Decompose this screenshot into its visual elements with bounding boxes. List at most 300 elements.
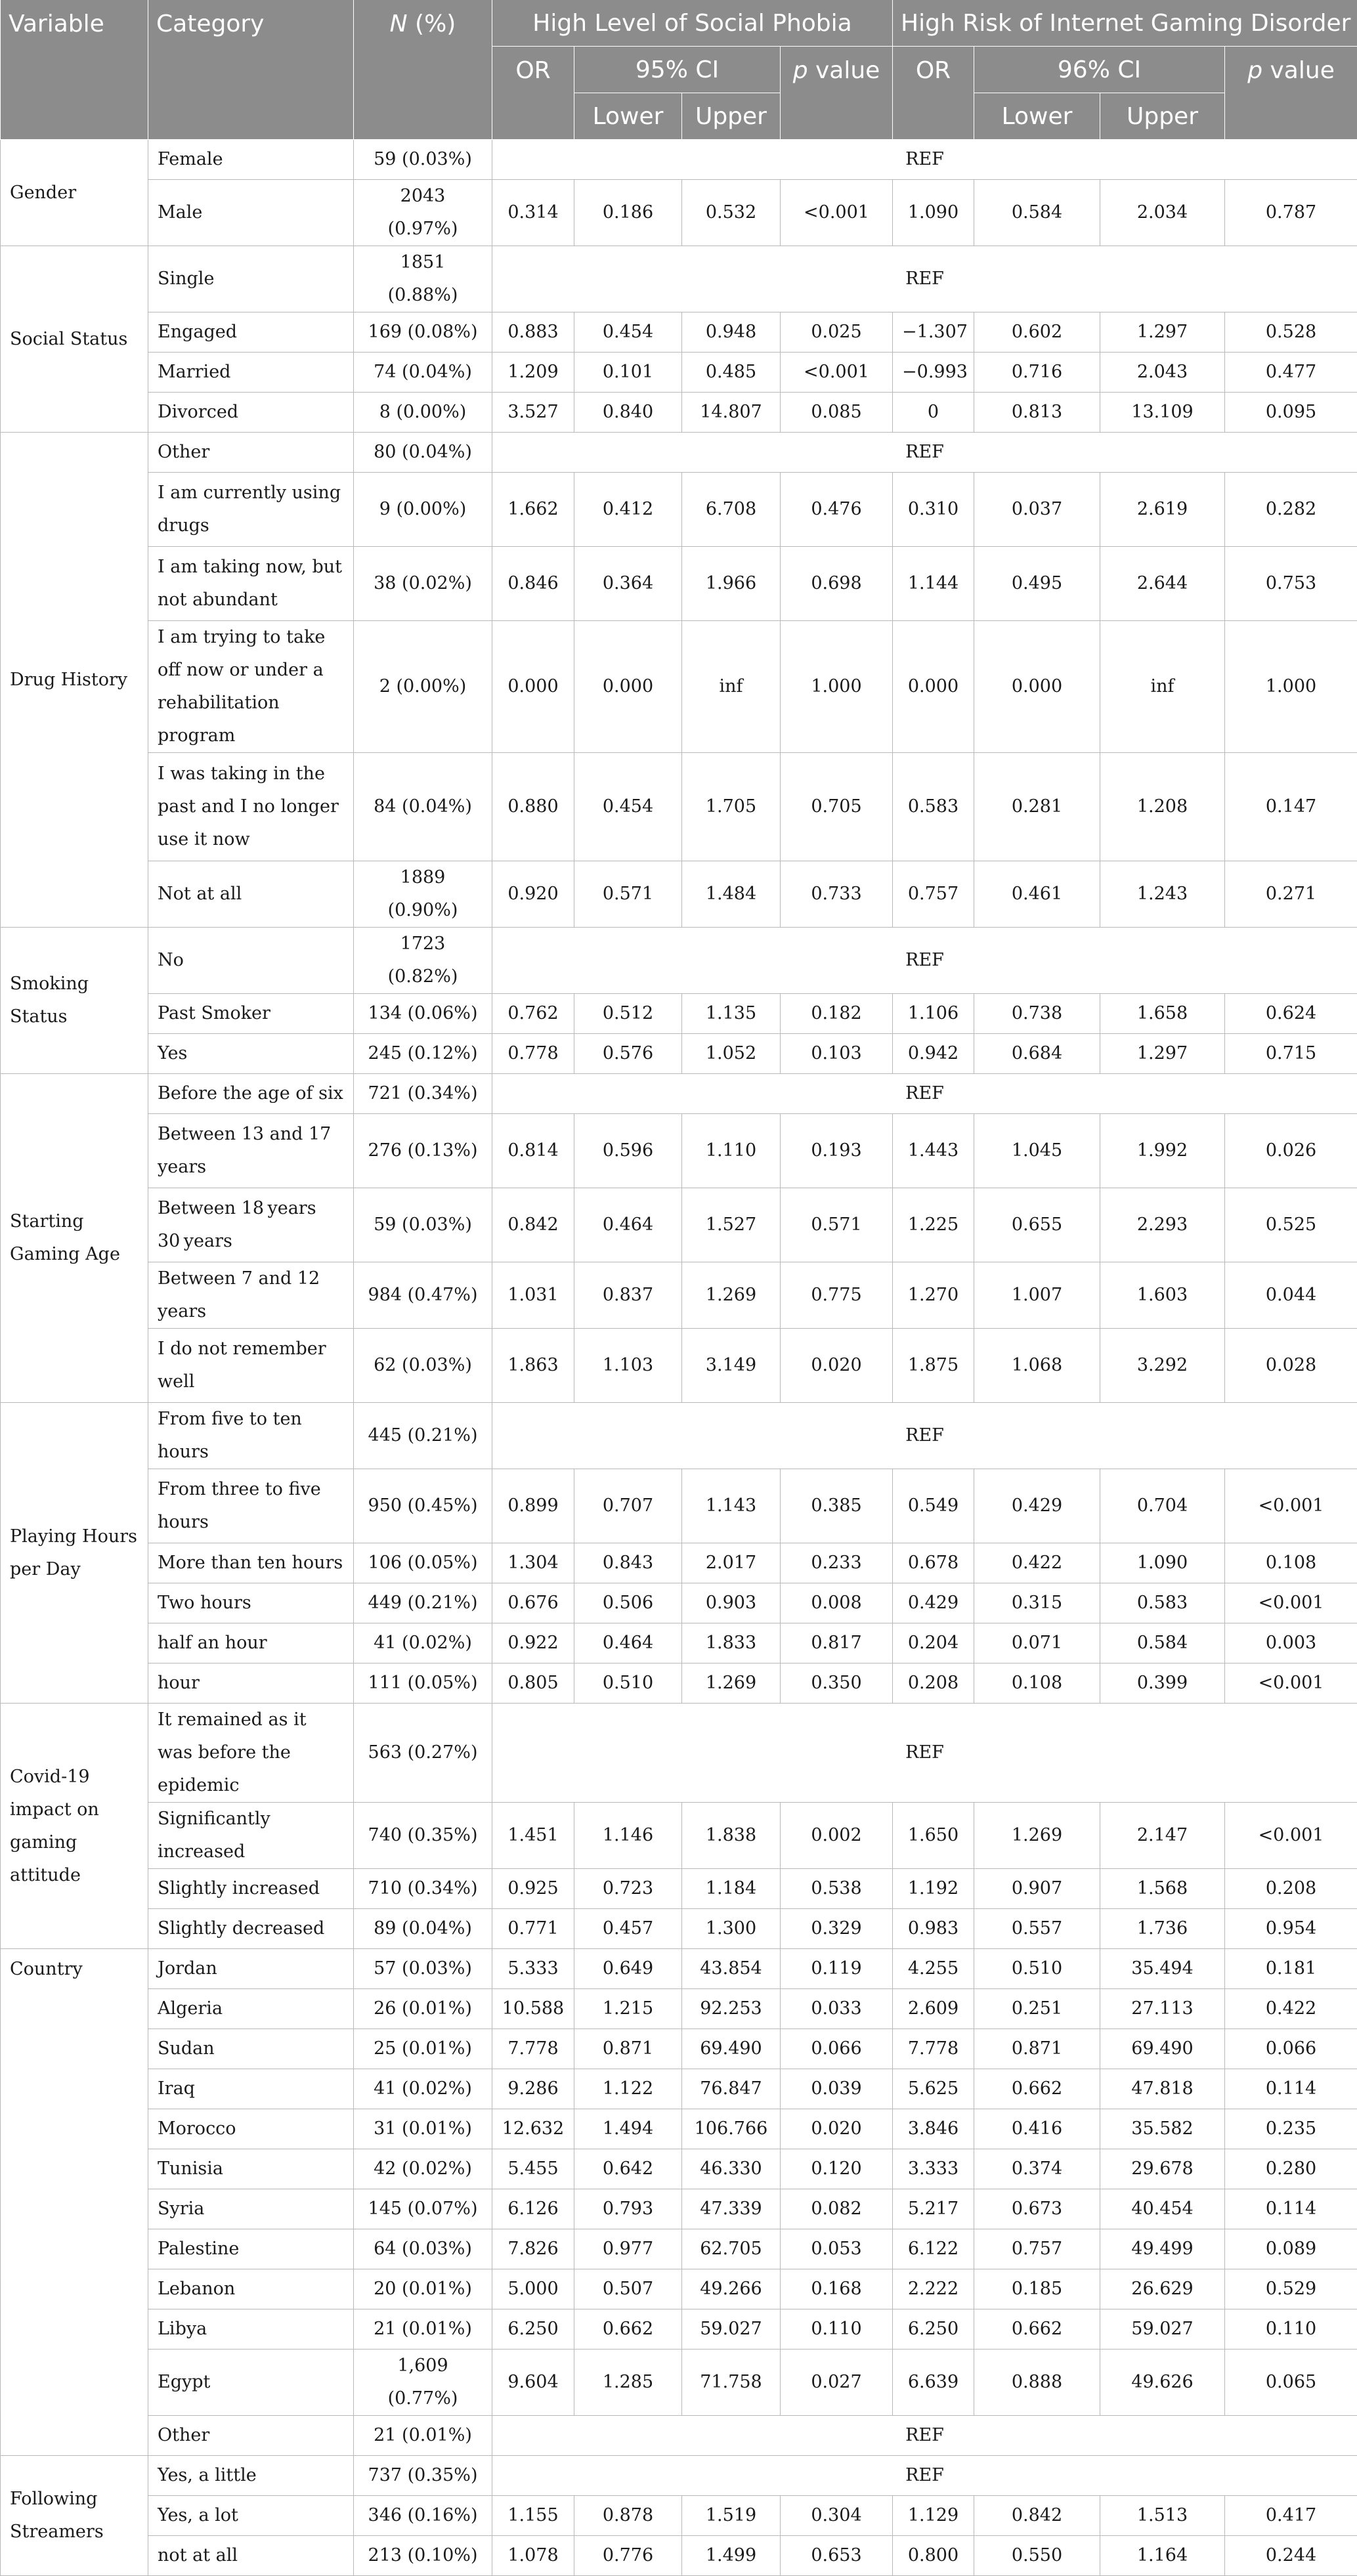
table-header [1, 0, 1357, 140]
category-cell: Divorced [148, 393, 354, 433]
variable-cell: Drug History [1, 433, 148, 928]
or-2-cell: 0.429 [893, 1583, 974, 1623]
upper-1-cell: 76.847 [682, 2069, 781, 2109]
or-2-cell: 1.875 [893, 1329, 974, 1403]
header-p-1 [781, 47, 893, 140]
or-1-cell: 5.455 [492, 2149, 574, 2189]
table-row [1, 2069, 1357, 2109]
n-percent-cell: 38 (0.02%) [354, 547, 492, 621]
header-lower-1: Lower [574, 93, 682, 140]
category-cell: hour [148, 1664, 354, 1704]
p-value-1-cell: 0.020 [781, 1329, 893, 1403]
p-value-2-cell: 1.000 [1225, 621, 1357, 753]
lower-1-cell: 0.662 [574, 2309, 682, 2350]
lower-2-cell: 0.584 [974, 180, 1100, 246]
n-percent-cell: 25 (0.01%) [354, 2029, 492, 2069]
table-row [1, 2269, 1357, 2309]
or-1-cell: 5.000 [492, 2269, 574, 2309]
p-value-1-cell: 0.233 [781, 1543, 893, 1583]
p-value-2-cell: 0.066 [1225, 2029, 1357, 2069]
p-value-1-cell: 0.120 [781, 2149, 893, 2189]
or-1-cell: 1.031 [492, 1262, 574, 1329]
category-cell: Libya [148, 2309, 354, 2350]
upper-1-cell: inf [682, 621, 781, 753]
table-row [1, 2029, 1357, 2069]
or-2-cell: 5.625 [893, 2069, 974, 2109]
category-cell: half an hour [148, 1623, 354, 1664]
lower-2-cell: 0.071 [974, 1623, 1100, 1664]
upper-2-cell: 1.297 [1100, 312, 1225, 353]
or-1-cell: 0.762 [492, 994, 574, 1034]
upper-1-cell: 46.330 [682, 2149, 781, 2189]
table-row [1, 1403, 1357, 1469]
p-value-2-cell: 0.110 [1225, 2309, 1357, 2350]
header-ci-1: 95% CI [574, 47, 781, 93]
lower-2-cell: 0.281 [974, 753, 1100, 861]
n-percent-cell: 41 (0.02%) [354, 1623, 492, 1664]
category-cell: I do not remember well [148, 1329, 354, 1403]
p-value-1-cell: 0.476 [781, 473, 893, 547]
p-value-2-cell: 0.787 [1225, 180, 1357, 246]
category-cell: Male [148, 180, 354, 246]
upper-2-cell: 2.619 [1100, 473, 1225, 547]
upper-1-cell: 0.532 [682, 180, 781, 246]
or-2-cell: 1.650 [893, 1803, 974, 1869]
p-value-2-cell: <0.001 [1225, 1469, 1357, 1543]
n-percent-cell: 445 (0.21%) [354, 1403, 492, 1469]
category-cell: Palestine [148, 2229, 354, 2269]
upper-2-cell: 35.582 [1100, 2109, 1225, 2149]
table-row [1, 1909, 1357, 1949]
n-percent-cell: 59 (0.03%) [354, 140, 492, 180]
variable-cell: Following Streamers [1, 2456, 148, 2576]
table-row [1, 433, 1357, 473]
category-cell: Syria [148, 2189, 354, 2229]
table-row [1, 1034, 1357, 1074]
p-value-1-cell: 0.020 [781, 2109, 893, 2149]
lower-1-cell: 0.776 [574, 2536, 682, 2576]
upper-1-cell: 59.027 [682, 2309, 781, 2350]
or-2-cell: 0.310 [893, 473, 974, 547]
n-percent-cell: 74 (0.04%) [354, 353, 492, 393]
table-row [1, 1074, 1357, 1114]
upper-1-cell: 1.705 [682, 753, 781, 861]
upper-2-cell: 1.513 [1100, 2496, 1225, 2536]
or-2-cell: −0.993 [893, 353, 974, 393]
category-cell: Jordan [148, 1949, 354, 1989]
p-value-1-cell: 0.385 [781, 1469, 893, 1543]
p-value-1-cell: 0.025 [781, 312, 893, 353]
p-value-2-cell: 0.271 [1225, 861, 1357, 928]
or-1-cell: 1.863 [492, 1329, 574, 1403]
upper-1-cell: 0.485 [682, 353, 781, 393]
n-percent-cell: 145 (0.07%) [354, 2189, 492, 2229]
or-2-cell: 0.942 [893, 1034, 974, 1074]
upper-1-cell: 1.143 [682, 1469, 781, 1543]
p-value-1-cell: 0.698 [781, 547, 893, 621]
lower-2-cell: 0.461 [974, 861, 1100, 928]
or-2-cell: 0.549 [893, 1469, 974, 1543]
p-value-1-cell: 1.000 [781, 621, 893, 753]
category-cell: Not at all [148, 861, 354, 928]
or-2-cell: 0.678 [893, 1543, 974, 1583]
upper-2-cell: 1.568 [1100, 1869, 1225, 1909]
upper-2-cell: 3.292 [1100, 1329, 1225, 1403]
p-value-2-cell: 0.003 [1225, 1623, 1357, 1664]
lower-1-cell: 0.510 [574, 1664, 682, 1704]
upper-1-cell: 62.705 [682, 2229, 781, 2269]
upper-2-cell: inf [1100, 621, 1225, 753]
lower-1-cell: 0.364 [574, 547, 682, 621]
p-value-1-cell: 0.110 [781, 2309, 893, 2350]
upper-2-cell: 40.454 [1100, 2189, 1225, 2229]
p-value-1-cell: 0.039 [781, 2069, 893, 2109]
upper-1-cell: 1.527 [682, 1188, 781, 1262]
lower-2-cell: 0.602 [974, 312, 1100, 353]
lower-2-cell: 0.251 [974, 1989, 1100, 2029]
or-2-cell: 6.122 [893, 2229, 974, 2269]
p-value-1-cell: <0.001 [781, 353, 893, 393]
header-n-rest: (%) [408, 11, 456, 37]
table-row [1, 353, 1357, 393]
upper-1-cell: 47.339 [682, 2189, 781, 2229]
header-gaming-disorder: High Risk of Internet Gaming Disorder [893, 0, 1357, 47]
p-value-1-cell: 0.085 [781, 393, 893, 433]
upper-1-cell: 106.766 [682, 2109, 781, 2149]
category-cell: I am currently using drugs [148, 473, 354, 547]
p-value-1-cell: 0.027 [781, 2350, 893, 2416]
or-1-cell: 6.250 [492, 2309, 574, 2350]
header-p-2-rest: value [1262, 57, 1335, 84]
or-2-cell: 1.129 [893, 2496, 974, 2536]
header-n-italic: N [390, 11, 408, 37]
table-row [1, 1949, 1357, 1989]
p-value-1-cell: 0.817 [781, 1623, 893, 1664]
p-value-1-cell: 0.082 [781, 2189, 893, 2229]
or-1-cell: 1.209 [492, 353, 574, 393]
n-percent-cell: 2043 (0.97%) [354, 180, 492, 246]
upper-2-cell: 29.678 [1100, 2149, 1225, 2189]
p-value-2-cell: 0.089 [1225, 2229, 1357, 2269]
n-percent-cell: 1889 (0.90%) [354, 861, 492, 928]
table-row [1, 2189, 1357, 2229]
or-1-cell: 0.771 [492, 1909, 574, 1949]
p-value-2-cell: 0.235 [1225, 2109, 1357, 2149]
category-cell: From five to ten hours [148, 1403, 354, 1469]
header-or-1: OR [492, 47, 574, 140]
n-percent-cell: 134 (0.06%) [354, 994, 492, 1034]
upper-1-cell: 1.300 [682, 1909, 781, 1949]
n-percent-cell: 740 (0.35%) [354, 1803, 492, 1869]
n-percent-cell: 721 (0.34%) [354, 1074, 492, 1114]
category-cell: Other [148, 433, 354, 473]
or-1-cell: 0.000 [492, 621, 574, 753]
upper-1-cell: 1.184 [682, 1869, 781, 1909]
p-value-1-cell: 0.066 [781, 2029, 893, 2069]
table-row [1, 928, 1357, 994]
category-cell: Other [148, 2416, 354, 2456]
lower-1-cell: 0.596 [574, 1114, 682, 1188]
table-row [1, 473, 1357, 547]
upper-1-cell: 1.135 [682, 994, 781, 1034]
lower-2-cell: 0.557 [974, 1909, 1100, 1949]
lower-1-cell: 0.000 [574, 621, 682, 753]
variable-cell: Smoking Status [1, 928, 148, 1074]
lower-2-cell: 0.510 [974, 1949, 1100, 1989]
or-1-cell: 0.814 [492, 1114, 574, 1188]
n-percent-cell: 84 (0.04%) [354, 753, 492, 861]
category-cell: Past Smoker [148, 994, 354, 1034]
lower-2-cell: 0.429 [974, 1469, 1100, 1543]
or-2-cell: 1.106 [893, 994, 974, 1034]
n-percent-cell: 245 (0.12%) [354, 1034, 492, 1074]
lower-2-cell: 0.416 [974, 2109, 1100, 2149]
or-2-cell: 2.222 [893, 2269, 974, 2309]
upper-1-cell: 1.269 [682, 1262, 781, 1329]
lower-1-cell: 0.506 [574, 1583, 682, 1623]
category-cell: Married [148, 353, 354, 393]
upper-2-cell: 0.584 [1100, 1623, 1225, 1664]
n-percent-cell: 59 (0.03%) [354, 1188, 492, 1262]
p-value-1-cell: 0.775 [781, 1262, 893, 1329]
reference-cell: REF [492, 2456, 1357, 2496]
p-value-2-cell: <0.001 [1225, 1803, 1357, 1869]
category-cell: Yes, a lot [148, 2496, 354, 2536]
n-percent-cell: 31 (0.01%) [354, 2109, 492, 2149]
category-cell: Between 13 and 17 years [148, 1114, 354, 1188]
n-percent-cell: 21 (0.01%) [354, 2416, 492, 2456]
lower-2-cell: 0.673 [974, 2189, 1100, 2229]
or-1-cell: 7.826 [492, 2229, 574, 2269]
upper-2-cell: 1.208 [1100, 753, 1225, 861]
table-row [1, 2229, 1357, 2269]
header-p-2-italic: p [1247, 57, 1262, 84]
lower-1-cell: 0.840 [574, 393, 682, 433]
table-row [1, 1543, 1357, 1583]
lower-2-cell: 1.269 [974, 1803, 1100, 1869]
upper-2-cell: 0.583 [1100, 1583, 1225, 1623]
reference-cell: REF [492, 2416, 1357, 2456]
lower-1-cell: 1.494 [574, 2109, 682, 2149]
lower-1-cell: 0.186 [574, 180, 682, 246]
upper-2-cell: 49.499 [1100, 2229, 1225, 2269]
upper-1-cell: 1.052 [682, 1034, 781, 1074]
p-value-2-cell: 0.417 [1225, 2496, 1357, 2536]
lower-2-cell: 0.716 [974, 353, 1100, 393]
table-row [1, 1803, 1357, 1869]
lower-1-cell: 0.707 [574, 1469, 682, 1543]
lower-1-cell: 0.977 [574, 2229, 682, 2269]
n-percent-cell: 80 (0.04%) [354, 433, 492, 473]
lower-2-cell: 0.655 [974, 1188, 1100, 1262]
upper-2-cell: 69.490 [1100, 2029, 1225, 2069]
upper-2-cell: 13.109 [1100, 393, 1225, 433]
or-1-cell: 6.126 [492, 2189, 574, 2229]
category-cell: Two hours [148, 1583, 354, 1623]
n-percent-cell: 710 (0.34%) [354, 1869, 492, 1909]
n-percent-cell: 449 (0.21%) [354, 1583, 492, 1623]
upper-1-cell: 0.948 [682, 312, 781, 353]
p-value-1-cell: <0.001 [781, 180, 893, 246]
or-1-cell: 0.899 [492, 1469, 574, 1543]
lower-1-cell: 0.649 [574, 1949, 682, 1989]
category-cell: Slightly increased [148, 1869, 354, 1909]
n-percent-cell: 950 (0.45%) [354, 1469, 492, 1543]
or-2-cell: 5.217 [893, 2189, 974, 2229]
p-value-1-cell: 0.304 [781, 2496, 893, 2536]
lower-2-cell: 0.907 [974, 1869, 1100, 1909]
category-cell: I am taking now, but not abundant [148, 547, 354, 621]
upper-2-cell: 2.043 [1100, 353, 1225, 393]
or-1-cell: 0.883 [492, 312, 574, 353]
table-body [1, 140, 1357, 2576]
n-percent-cell: 346 (0.16%) [354, 2496, 492, 2536]
lower-1-cell: 0.454 [574, 312, 682, 353]
table-row [1, 180, 1357, 246]
upper-1-cell: 2.017 [682, 1543, 781, 1583]
reference-cell: REF [492, 1704, 1357, 1803]
category-cell: Slightly decreased [148, 1909, 354, 1949]
category-cell: Iraq [148, 2069, 354, 2109]
upper-1-cell: 1.484 [682, 861, 781, 928]
or-1-cell: 0.676 [492, 1583, 574, 1623]
category-cell: Sudan [148, 2029, 354, 2069]
lower-2-cell: 0.813 [974, 393, 1100, 433]
p-value-1-cell: 0.103 [781, 1034, 893, 1074]
or-1-cell: 1.451 [492, 1803, 574, 1869]
lower-1-cell: 0.642 [574, 2149, 682, 2189]
or-2-cell: 1.144 [893, 547, 974, 621]
n-percent-cell: 64 (0.03%) [354, 2229, 492, 2269]
header-n [354, 0, 492, 140]
upper-2-cell: 1.658 [1100, 994, 1225, 1034]
upper-2-cell: 0.704 [1100, 1469, 1225, 1543]
upper-1-cell: 1.269 [682, 1664, 781, 1704]
table-row [1, 2109, 1357, 2149]
lower-1-cell: 0.464 [574, 1623, 682, 1664]
table-row [1, 994, 1357, 1034]
header-social-phobia: High Level of Social Phobia [492, 0, 893, 47]
or-2-cell: 1.192 [893, 1869, 974, 1909]
table-row [1, 1114, 1357, 1188]
category-cell: Between 7 and 12 years [148, 1262, 354, 1329]
or-2-cell: 1.225 [893, 1188, 974, 1262]
or-2-cell: 0.757 [893, 861, 974, 928]
upper-1-cell: 71.758 [682, 2350, 781, 2416]
n-percent-cell: 89 (0.04%) [354, 1909, 492, 1949]
n-percent-cell: 984 (0.47%) [354, 1262, 492, 1329]
p-value-1-cell: 0.329 [781, 1909, 893, 1949]
or-2-cell: 0.204 [893, 1623, 974, 1664]
n-percent-cell: 9 (0.00%) [354, 473, 492, 547]
upper-2-cell: 1.736 [1100, 1909, 1225, 1949]
or-1-cell: 0.842 [492, 1188, 574, 1262]
or-2-cell: 1.090 [893, 180, 974, 246]
lower-2-cell: 0.871 [974, 2029, 1100, 2069]
upper-2-cell: 27.113 [1100, 1989, 1225, 2029]
p-value-1-cell: 0.350 [781, 1664, 893, 1704]
category-cell: Engaged [148, 312, 354, 353]
table-row [1, 2416, 1357, 2456]
lower-1-cell: 1.215 [574, 1989, 682, 2029]
table-row [1, 547, 1357, 621]
lower-1-cell: 0.576 [574, 1034, 682, 1074]
variable-cell: Country [1, 1949, 148, 2456]
reference-cell: REF [492, 246, 1357, 312]
header-p-2 [1225, 47, 1357, 140]
table-row [1, 753, 1357, 861]
lower-1-cell: 0.871 [574, 2029, 682, 2069]
or-1-cell: 3.527 [492, 393, 574, 433]
header-category: Category [148, 0, 354, 140]
table-row [1, 2350, 1357, 2416]
p-value-2-cell: 0.715 [1225, 1034, 1357, 1074]
or-1-cell: 1.662 [492, 473, 574, 547]
table-row [1, 2456, 1357, 2496]
upper-2-cell: 26.629 [1100, 2269, 1225, 2309]
n-percent-cell: 1723 (0.82%) [354, 928, 492, 994]
variable-cell: Social Status [1, 246, 148, 433]
reference-cell: REF [492, 140, 1357, 180]
p-value-2-cell: 0.065 [1225, 2350, 1357, 2416]
p-value-2-cell: 0.114 [1225, 2189, 1357, 2229]
lower-1-cell: 1.103 [574, 1329, 682, 1403]
upper-2-cell: 2.034 [1100, 180, 1225, 246]
lower-2-cell: 0.662 [974, 2309, 1100, 2350]
lower-2-cell: 0.108 [974, 1664, 1100, 1704]
p-value-1-cell: 0.119 [781, 1949, 893, 1989]
upper-1-cell: 6.708 [682, 473, 781, 547]
or-2-cell: 0.800 [893, 2536, 974, 2576]
upper-2-cell: 2.644 [1100, 547, 1225, 621]
category-cell: Female [148, 140, 354, 180]
or-2-cell: 0.000 [893, 621, 974, 753]
n-percent-cell: 106 (0.05%) [354, 1543, 492, 1583]
category-cell: Morocco [148, 2109, 354, 2149]
table-row [1, 2536, 1357, 2576]
upper-2-cell: 0.399 [1100, 1664, 1225, 1704]
lower-1-cell: 0.464 [574, 1188, 682, 1262]
n-percent-cell: 111 (0.05%) [354, 1664, 492, 1704]
table-row [1, 1469, 1357, 1543]
p-value-2-cell: 0.282 [1225, 473, 1357, 547]
upper-1-cell: 1.519 [682, 2496, 781, 2536]
or-1-cell: 0.314 [492, 180, 574, 246]
p-value-2-cell: 0.044 [1225, 1262, 1357, 1329]
lower-2-cell: 0.185 [974, 2269, 1100, 2309]
n-percent-cell: 62 (0.03%) [354, 1329, 492, 1403]
upper-2-cell: 49.626 [1100, 2350, 1225, 2416]
lower-2-cell: 0.842 [974, 2496, 1100, 2536]
n-percent-cell: 8 (0.00%) [354, 393, 492, 433]
lower-2-cell: 0.738 [974, 994, 1100, 1034]
category-cell: More than ten hours [148, 1543, 354, 1583]
p-value-2-cell: 0.147 [1225, 753, 1357, 861]
lower-1-cell: 0.837 [574, 1262, 682, 1329]
lower-2-cell: 1.068 [974, 1329, 1100, 1403]
category-cell: I was taking in the past and I no longer use it now [148, 753, 354, 861]
p-value-1-cell: 0.571 [781, 1188, 893, 1262]
p-value-1-cell: 0.053 [781, 2229, 893, 2269]
p-value-1-cell: 0.008 [781, 1583, 893, 1623]
upper-2-cell: 2.147 [1100, 1803, 1225, 1869]
upper-1-cell: 49.266 [682, 2269, 781, 2309]
lower-1-cell: 1.285 [574, 2350, 682, 2416]
p-value-2-cell: <0.001 [1225, 1583, 1357, 1623]
or-1-cell: 9.286 [492, 2069, 574, 2109]
or-2-cell: 7.778 [893, 2029, 974, 2069]
or-1-cell: 0.805 [492, 1664, 574, 1704]
